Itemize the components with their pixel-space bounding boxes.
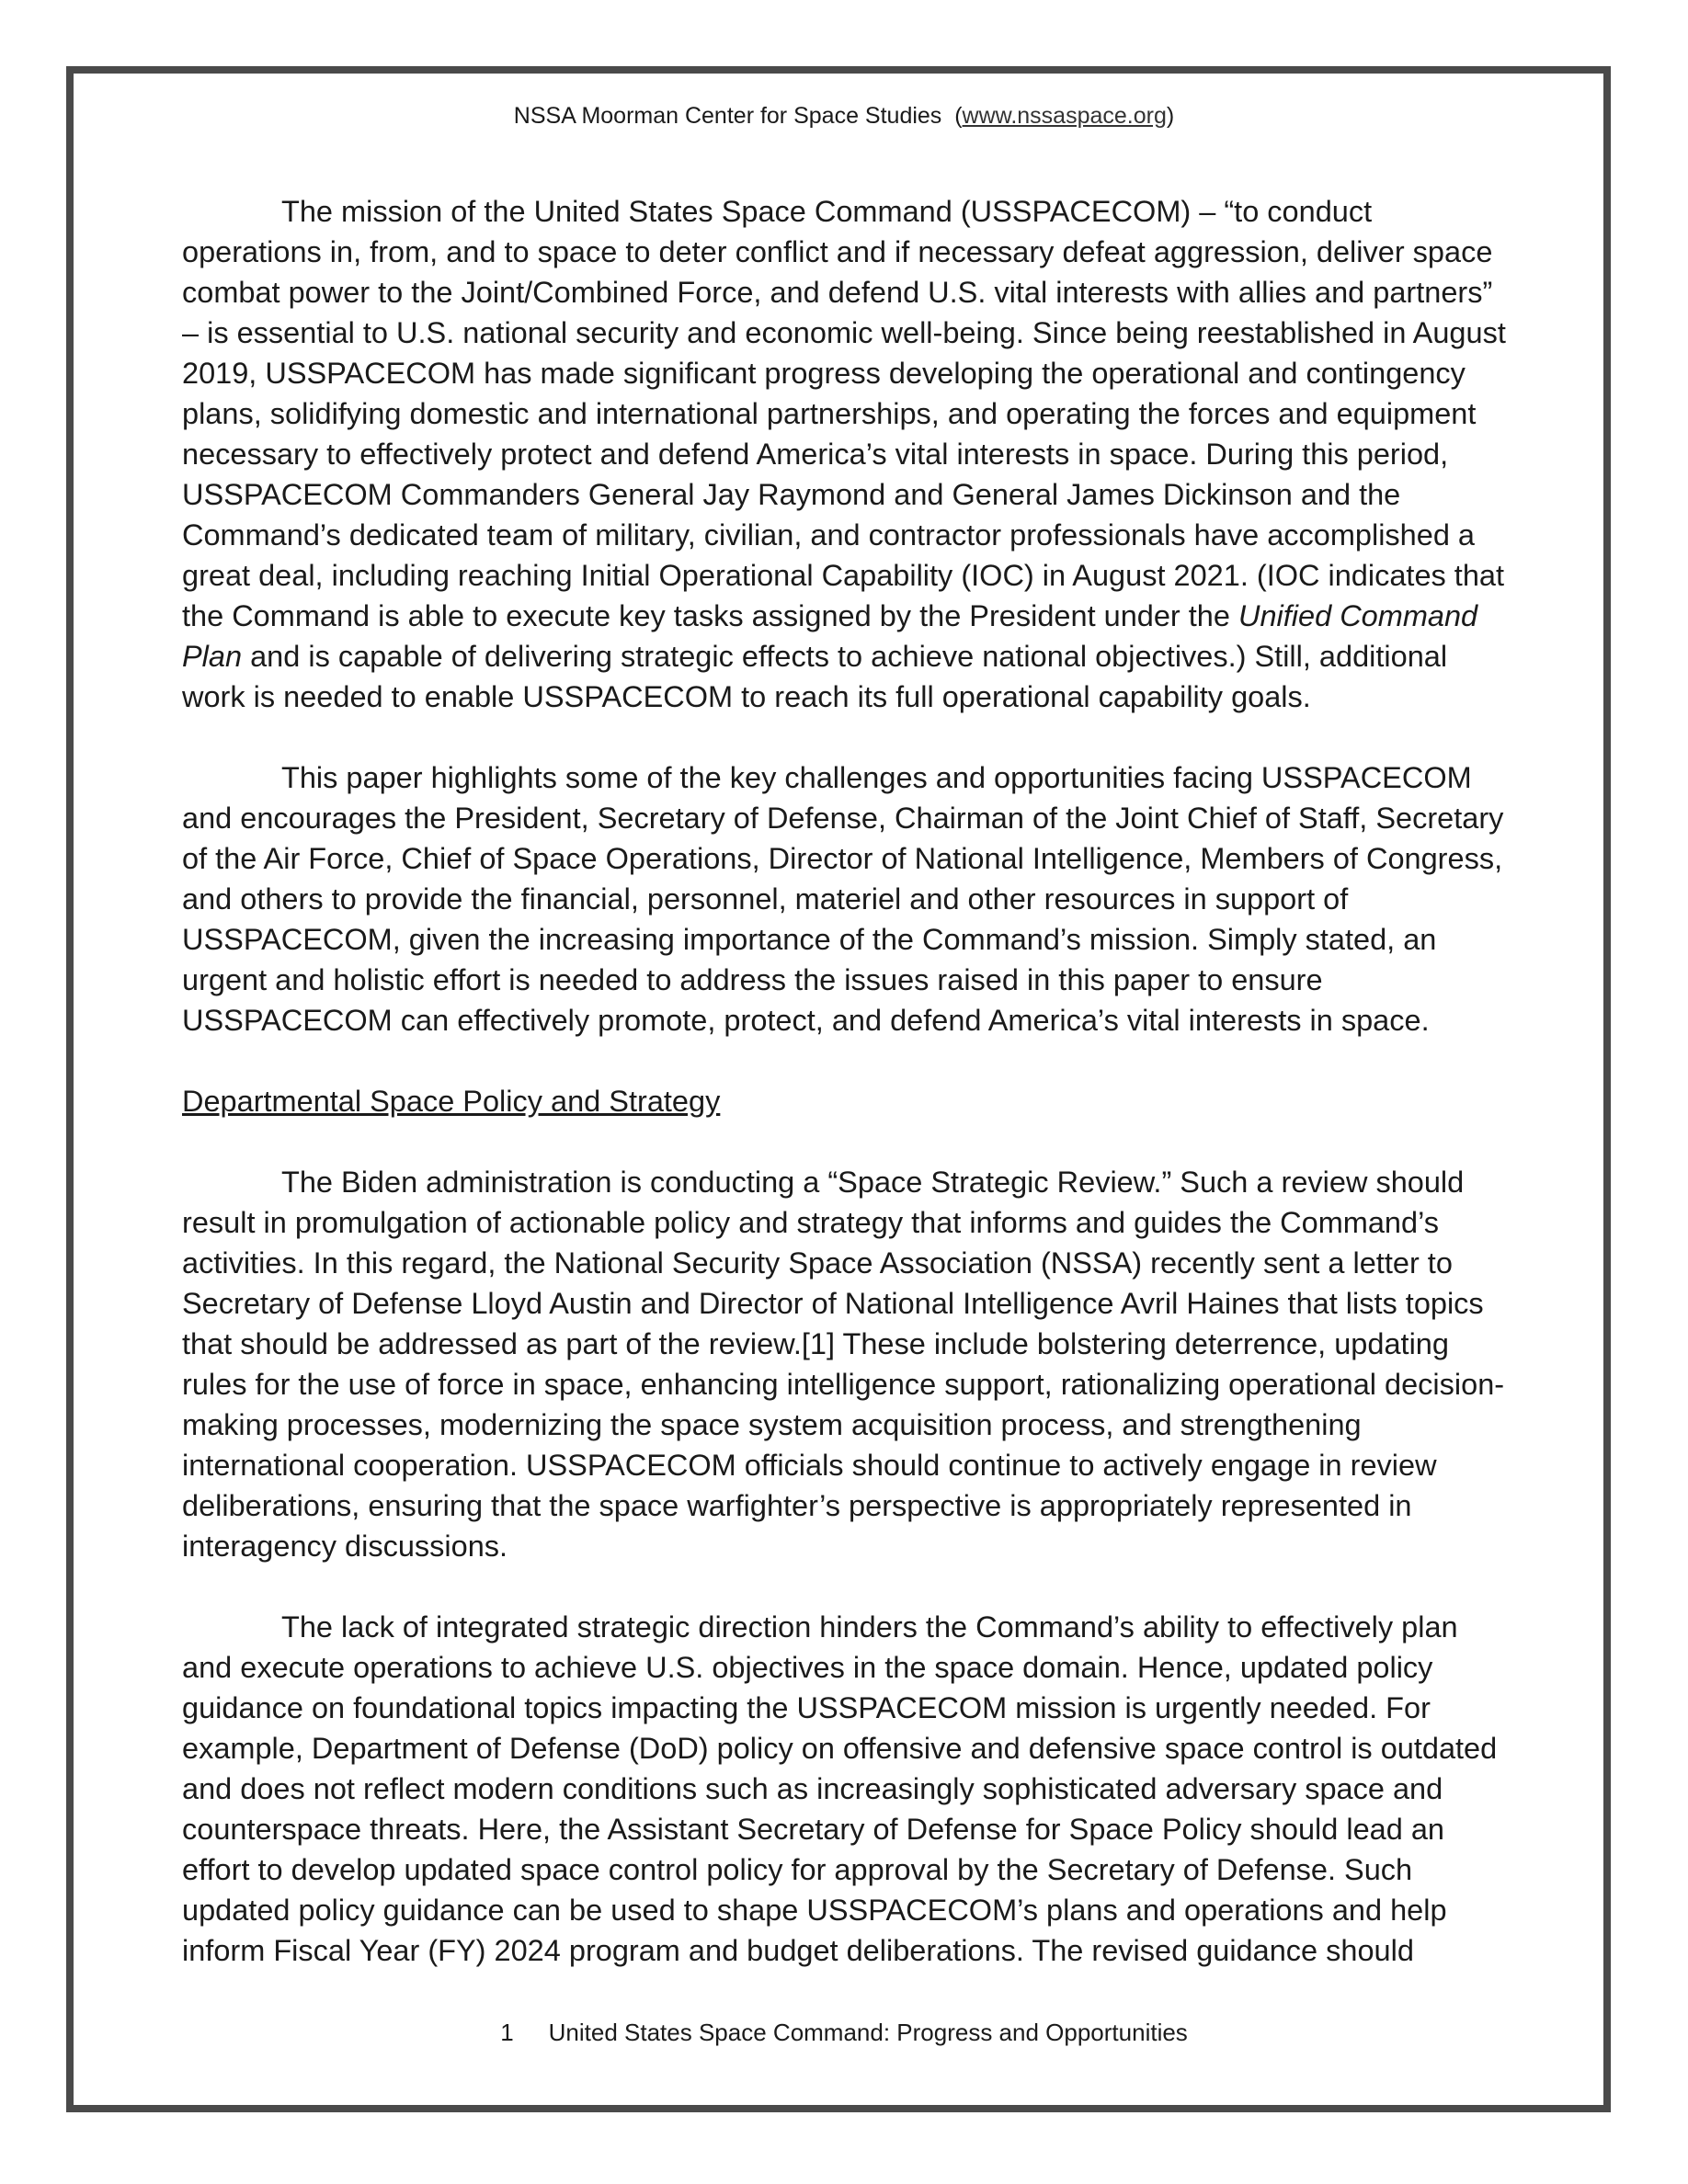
header-org: NSSA Moorman Center for Space Studies [513,103,942,129]
header-close-paren: ) [1166,103,1175,129]
paragraph-1-part-b: and is capable of delivering strategic effects to achieve national objectives.) Still, additional work is needed to enable USSPACECOM to reach its full operational capability goals. [182,640,1448,713]
paragraph-1-italic: Unified Command Plan [182,599,1478,673]
paragraph-4: The lack of integrated strategic direction hinders the Command’s ability to effectively plan and execute operations to achieve U.S. objectives in the space domain. Hence, updated policy guidance on foundational topics impacting the USSPACECOM mission is urgently needed. For example, Department of Defense (DoD) policy on offensive and defensive space control is outdated and does not reflect modern conditions such as increasingly sophisticated adversary space and counterspace threats. Here, the Assistant Secretary of Defense for Space Policy should lead an effort to develop updated space control policy for approval by the Secretary of Defense. Such updated policy guidance can be used to shape USSPACECOM’s plans and operations and help inform Fiscal Year (FY) 2024 program and budget deliberations. The revised guidance should [182,1610,1498,1967]
footer-title: United States Space Command: Progress and Opportunities [548,2019,1188,2046]
header-link[interactable]: www.nssaspace.org [962,103,1167,129]
paragraph-2: This paper highlights some of the key challenges and opportunities facing USSPACECOM and encourages the President, Secretary of Defense, Chairman of the Joint Chief of Staff, Secretary of the Air Force, Chief of Space Operations, Director of National Intelligence, Members of Congress, and others to provide the financial, personnel, materiel and other resources in support of USSPACECOM, given the increasing importance of the Command’s mission. Simply stated, an urgent and holistic effort is needed to address the issues raised in this paper to ensure USSPACECOM can effectively promote, protect, and defend America’s vital interests in space. [182,761,1504,1037]
paragraph-1 [182,191,1506,717]
header-open-paren: ( [954,103,963,129]
document-body [182,191,1506,2011]
paragraph-3: The Biden administration is conducting a “Space Strategic Review.” Such a review should result in promulgation of actionable policy and strategy that informs and guides the Command’s activities. In this regard, the National Security Space Association (NSSA) recently sent a letter to Secretary of Defense Lloyd Austin and Director of National Intelligence Avril Haines that lists topics that should be addressed as part of the review.[1] These include bolstering deterrence, updating rules for the use of force in space, enhancing intelligence support, rationalizing operational decision-making processes, modernizing the space system acquisition process, and strengthening international cooperation. USSPACECOM officials should continue to actively engage in review deliberations, ensuring that the space warfighter’s perspective is appropriately represented in interagency discussions. [182,1166,1505,1563]
page-number: 1 [500,2019,514,2046]
page-header [0,101,1688,131]
paragraph-1-part-a: The mission of the United States Space Command (USSPACECOM) – “to conduct operations in, from, and to space to deter conflict and if necessary defeat aggression, deliver space combat power to the Joint/Combined Force, and defend U.S. vital interests with allies and partners” – is essential to U.S. national security and economic well-being. Since being reestablished in August 2019, USSPACECOM has made significant progress developing the operational and contingency plans, solidifying domestic and international partnerships, and operating the forces and equipment necessary to effectively protect and defend America’s vital interests in space. During this period, USSPACECOM Commanders General Jay Raymond and General James Dickinson and the Command’s dedicated team of military, civilian, and contractor professionals have accomplished a great deal, including reaching Initial Operational Capability (IOC) in August 2021. (IOC indicates that the Command is able to execute key tasks assigned by the President under the [182,195,1506,632]
section-heading: Departmental Space Policy and Strategy [182,1085,721,1118]
page-footer [0,2017,1688,2048]
